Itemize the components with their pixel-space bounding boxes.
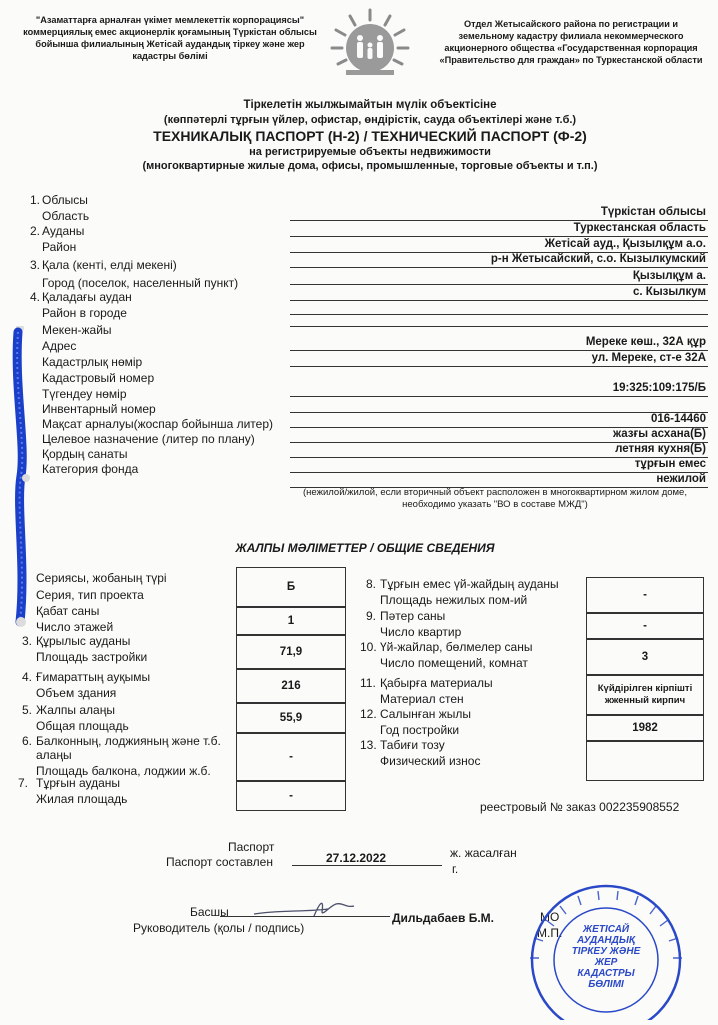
title-line-2: (көппәтерлі тұрғын үйлер, офистар, өндірістік, сауда объектілері және т.б.)	[163, 114, 577, 126]
field-value-kz: Түркістан облысы	[600, 206, 706, 218]
item-label-kz: Табиғи тозу	[380, 738, 445, 752]
field-value-kz: тұрғын емес	[634, 458, 706, 470]
field-underline	[290, 472, 708, 473]
field-value-ru: р-н Жетысайский, с.о. Кызылкумский	[490, 253, 706, 265]
field-label-ru: Область	[42, 209, 90, 223]
field-value-kz: 19:325:109:175/Б	[612, 382, 706, 394]
item-number: 8.	[366, 577, 377, 591]
item-label-ru: Материал стен	[380, 692, 464, 706]
gov-logo	[324, 4, 416, 82]
item-number: 9.	[366, 609, 377, 623]
field-label-ru: Инвентарный номер	[42, 402, 156, 416]
field-label-kz: Мекен-жайы	[42, 323, 112, 337]
field-label-ru: Район	[42, 240, 77, 254]
field-value-ru: летняя кухня(Б)	[615, 443, 706, 455]
item-label-ru: Серия, тип проекта	[36, 588, 144, 602]
item-label-kz: Тұрғын ауданы	[36, 776, 121, 790]
field-underline	[290, 300, 708, 301]
field-underline	[290, 236, 708, 237]
item-label-ru: Физический износ	[380, 754, 481, 768]
field-number: 1.	[30, 193, 41, 207]
passport-label-kz: Паспорт	[228, 840, 275, 854]
field-value-ru: нежилой	[656, 473, 706, 485]
field-number: 2.	[30, 224, 41, 238]
header-left-org: "Азаматтарға арналған үкімет мемлекеттік корпорациясы" коммерциялық емес акционерлік қоғамының Түркістан облысы бойынша филиалының Жетісай аудандық тіркеу және жер кадастры бөлімі	[23, 15, 317, 61]
item-value-box: 1982	[586, 715, 704, 741]
passport-suffix-kz: ж. жасалған	[450, 846, 517, 860]
item-number: 7.	[18, 776, 29, 790]
field-value-ru: ул. Мереке, ст-е 32А	[591, 352, 706, 364]
stamp-mark-mo: МО	[540, 910, 560, 924]
item-number: 6.	[22, 734, 33, 748]
field-value-kz: Жетісай ауд., Қызылқұм а.о.	[544, 238, 706, 250]
item-label-kz: Сериясы, жобаның түрі	[36, 571, 167, 585]
item-label-kz: Тұрғын емес үй-жайдың ауданы	[380, 577, 559, 591]
title-line-1: Тіркелетін жылжымайтын мүлік объектісіне	[243, 99, 497, 111]
field-underline	[290, 412, 708, 413]
item-label-kz: Балконның, лоджияның және т.б. алаңы	[36, 734, 221, 762]
item-value-box: 3	[586, 639, 704, 675]
field-underline	[290, 314, 708, 315]
item-label-ru: Общая площадь	[36, 719, 129, 733]
item-label-ru: Число помещений, комнат	[380, 656, 528, 670]
field-label-ru: Город (поселок, населенный пункт)	[42, 276, 239, 290]
item-value-box: 216	[236, 669, 346, 703]
field-label-kz: Мақсат арналуы(жоспар бойынша литер)	[42, 417, 273, 431]
item-value-box: Күйдірілген кірпішті жженный кирпич	[586, 675, 704, 715]
field-label-kz: Ауданы	[42, 224, 85, 238]
main-title: ТЕХНИКАЛЫҚ ПАСПОРТ (Н-2) / ТЕХНИЧЕСКИЙ ПАСПОРТ (Ф-2)	[153, 128, 587, 144]
field-value-ru: с. Кызылкум	[633, 286, 706, 298]
item-label-kz: Қабырға материалы	[380, 676, 493, 690]
item-label-ru: Площадь балкона, лоджии ж.б.	[36, 764, 211, 778]
item-label-kz: Үй-жайлар, бөлмелер саны	[380, 640, 533, 654]
item-number: 4.	[22, 670, 33, 684]
official-stamp	[506, 880, 706, 1020]
passport-date: 27.12.2022	[326, 851, 387, 865]
field-underline	[290, 366, 708, 367]
passport-suffix-ru: г.	[452, 862, 459, 876]
field-label-kz: Қордың санаты	[42, 447, 128, 461]
director-label-ru: Руководитель (қолы / подпись)	[133, 921, 305, 935]
binding-rope	[12, 326, 32, 628]
item-value-box: -	[236, 781, 346, 811]
registry-number: реестровый № заказ 002235908552	[480, 800, 680, 814]
field-label-kz: Түгендеу нөмір	[42, 387, 127, 401]
item-number: 5.	[22, 703, 33, 717]
field-underline	[290, 284, 708, 285]
item-label-ru: Площадь застройки	[36, 650, 148, 664]
field-label-kz: Қаладағы аудан	[42, 290, 132, 304]
field-value-kz: Мереке көш., 32А құр	[585, 336, 706, 348]
field-value-kz: жазғы асхана(Б)	[612, 428, 706, 440]
item-label-ru: Число квартир	[380, 625, 462, 639]
stamp-inner-text: ЖЕТІСАЙ АУДАНДЫҚ ТІРКЕУ ЖӘНЕ ЖЕР КАДАСТРЫ БӨЛІМІ	[571, 924, 641, 990]
item-label-kz: Салынған жылы	[380, 707, 472, 721]
field-label-kz: Қала (кенті, елді мекені)	[42, 258, 177, 272]
item-label-ru: Объем здания	[36, 686, 117, 700]
stamp-mark-mp: М.П.	[537, 926, 563, 940]
field-value-ru: Туркестанская область	[573, 222, 706, 234]
item-label-kz: Ғимараттың ауқымы	[36, 670, 151, 684]
passport-label-ru: Паспорт составлен	[166, 855, 273, 869]
field-number: 4.	[30, 290, 41, 304]
item-value-box: Б	[236, 567, 346, 607]
item-number: 11.	[360, 676, 376, 690]
field-label-kz: Облысы	[42, 193, 88, 207]
general-info-title: ЖАЛПЫ МӘЛІМЕТТЕР / ОБЩИЕ СВЕДЕНИЯ	[235, 541, 495, 555]
field-label-ru: Район в городе	[42, 306, 127, 320]
field-underline	[290, 220, 708, 221]
header-right-org: Отдел Жетысайского района по регистрации и земельному кадастру филиала некоммерческого акционерного общества «Государственная корпорация «Правительство для граждан» по Туркестанской области	[439, 19, 703, 65]
item-value-box	[586, 741, 704, 781]
field-label-ru: Кадастровый номер	[42, 371, 155, 385]
item-number: 12.	[360, 707, 377, 721]
field-label-ru: Категория фонда	[42, 462, 139, 476]
field-underline	[290, 326, 708, 327]
item-value-box: 55,9	[236, 703, 346, 733]
item-number: 3.	[22, 634, 33, 648]
category-note: (нежилой/жилой, если вторичный объект расположен в многоквартирном жилом доме, необходимо указать "ВО в составе МЖД")	[303, 487, 687, 510]
field-underline	[290, 396, 708, 397]
title-line-5: (многоквартирные жилые дома, офисы, промышленные, торговые объекты и т.п.)	[142, 160, 598, 172]
item-label-kz: Қабат саны	[36, 604, 100, 618]
item-value-box: 71,9	[236, 635, 346, 669]
item-value-box: -	[586, 613, 704, 639]
date-underline	[292, 865, 442, 866]
field-number: 3.	[30, 258, 41, 272]
item-label-kz: Пәтер саны	[380, 609, 446, 623]
handwritten-signature	[250, 896, 360, 922]
item-number: 13.	[360, 738, 377, 752]
title-line-4: на регистрируемые объекты недвижимости	[249, 146, 491, 158]
item-label-ru: Число этажей	[36, 620, 114, 634]
field-label-ru: Целевое назначение (литер по плану)	[42, 432, 255, 446]
director-label-kz: Басшы	[190, 905, 229, 919]
director-name: Дильдабаев Б.М.	[392, 911, 494, 925]
item-label-ru: Площадь нежилых пом-ий	[380, 593, 528, 607]
field-label-kz: Кадастрлық нөмір	[42, 355, 143, 369]
item-label-kz: Жалпы алаңы	[36, 703, 115, 717]
field-label-ru: Адрес	[42, 339, 77, 353]
item-label-kz: Құрылыс ауданы	[36, 634, 131, 648]
item-number: 10.	[360, 640, 377, 654]
item-value-box: -	[586, 577, 704, 613]
item-value-box: -	[236, 733, 346, 781]
field-underline	[290, 267, 708, 268]
field-value-kz: Қызылқұм а.	[632, 270, 706, 282]
item-label-ru: Год постройки	[380, 723, 460, 737]
document-titles	[60, 98, 680, 173]
item-value-box: 1	[236, 607, 346, 635]
field-underline	[290, 350, 708, 351]
field-value-kz: 016-14460	[651, 413, 706, 425]
item-label-ru: Жилая площадь	[36, 792, 128, 806]
